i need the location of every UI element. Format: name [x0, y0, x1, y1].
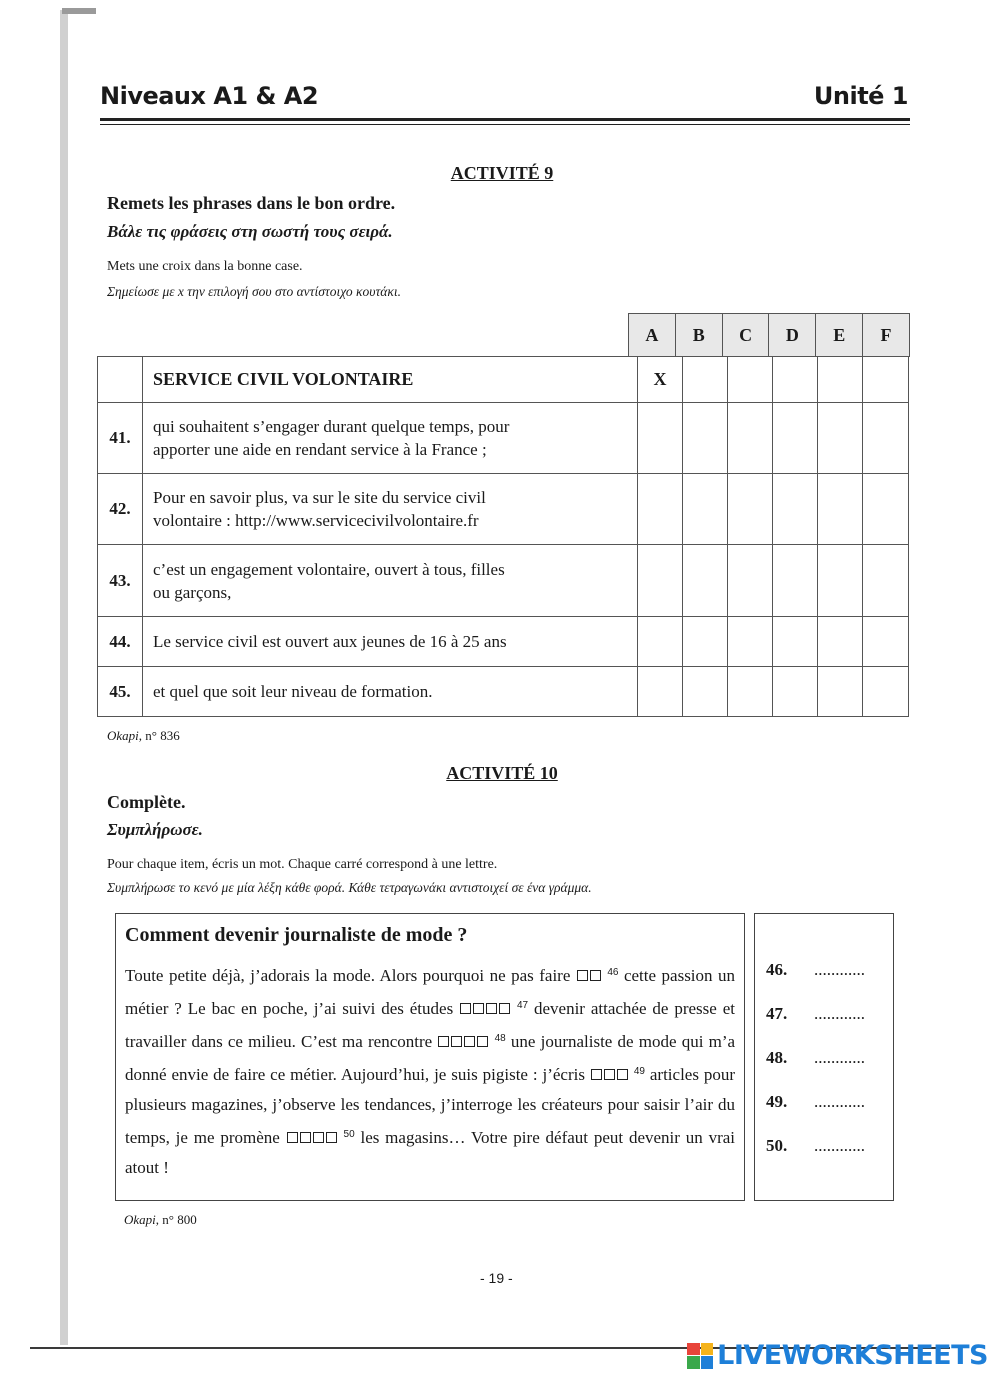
binding-edge	[60, 10, 68, 1345]
checkbox-cell-b[interactable]	[683, 667, 728, 717]
answer-box	[754, 913, 894, 1201]
checkbox-cell-f[interactable]	[863, 667, 909, 717]
column-label: C	[722, 314, 769, 356]
blank-number: 50	[343, 1129, 355, 1140]
activity-10-instruction-fr: Complète.	[107, 792, 186, 812]
checkbox-cell-e[interactable]	[818, 474, 863, 545]
blank-46[interactable]	[576, 966, 602, 985]
table-row	[98, 617, 909, 667]
checkbox-cell-a[interactable]	[638, 617, 683, 667]
row-number: 42.	[98, 474, 143, 545]
cloze-text: Toute petite déjà, j’adorais la mode. Alors pourquoi ne pas faire $^{46}$ cette passion un métier ? Le bac en poche, j’ai suivi des études $^{47}$ devenir attachée de presse et travailler dans ce milieu. C’est ma rencontre $^{48}$ une journaliste de mode qui m’a donné envie de faire ce métier. Aujourd’hui, je suis pigiste : j’écris $^{49}$ articles pour plusieurs magazines, j’observe les tendances, j’interroge les créateurs pour saisir l’air du temps, je me promène $^{50}$ les magasins… Votre pire défaut peut devenir un vrai atout !	[125, 966, 736, 1177]
answer-line-49[interactable]: 49. ............	[766, 1092, 865, 1111]
row-number: 41.	[98, 403, 143, 474]
checkbox-cell-f[interactable]	[863, 545, 909, 617]
empty-cell	[98, 357, 143, 403]
checkbox-cell-a[interactable]	[638, 545, 683, 617]
checkbox-cell-b[interactable]	[683, 403, 728, 474]
column-label: F	[862, 314, 909, 356]
header-rule-thin	[100, 124, 910, 125]
activity-10-source: Okapi, n° 800	[124, 1212, 197, 1227]
checkbox-cell-b[interactable]	[683, 357, 728, 403]
sentence: Le service civil est ouvert aux jeunes de 16 à 25 ans	[143, 617, 638, 667]
column-label: D	[768, 314, 815, 356]
liveworksheets-wordmark: LIVEWORKSHEETS	[717, 1340, 988, 1371]
blank-50[interactable]	[286, 1128, 338, 1147]
checkbox-cell-c[interactable]	[728, 357, 773, 403]
answer-line-47[interactable]: 47. ............	[766, 1004, 865, 1023]
column-label: B	[675, 314, 722, 356]
activity-10-note-fr: Pour chaque item, écris un mot. Chaque carré correspond à une lettre.	[107, 857, 498, 872]
blank-48[interactable]	[437, 1032, 489, 1051]
checkbox-cell-b[interactable]	[683, 545, 728, 617]
checkbox-cell-b[interactable]	[683, 617, 728, 667]
activity-9-instruction-gr: Βάλε τις φράσεις στη σωστή τους σειρά.	[107, 222, 393, 241]
checkbox-cell-c[interactable]	[728, 474, 773, 545]
row-number: 44.	[98, 617, 143, 667]
checkbox-cell-e[interactable]	[818, 617, 863, 667]
checkbox-cell-f[interactable]	[863, 617, 909, 667]
checkbox-cell-f[interactable]	[863, 474, 909, 545]
checkbox-cell-c[interactable]	[728, 617, 773, 667]
answer-line-48[interactable]: 48. ............	[766, 1048, 865, 1067]
checkbox-cell-d[interactable]	[773, 545, 818, 617]
row-number: 43.	[98, 545, 143, 617]
column-label: A	[645, 324, 659, 345]
activity-10-instruction-gr: Συμπλήρωσε.	[107, 820, 203, 839]
blank-number: 46	[607, 967, 619, 978]
sentence: Pour en savoir plus, va sur le site du service civil volontaire : http://www.servicecivilvolontaire.fr	[143, 474, 638, 545]
blank-49[interactable]	[590, 1065, 629, 1084]
blank-number: 47	[516, 1000, 529, 1011]
sentence: et quel que soit leur niveau de formation.	[143, 667, 638, 717]
checkbox-cell-e[interactable]	[818, 667, 863, 717]
answer-line-50[interactable]: 50. ............	[766, 1136, 865, 1155]
activity-10-title: ACTIVITÉ 10	[446, 763, 558, 783]
blank-number: 49	[633, 1066, 645, 1077]
liveworksheets-icon	[687, 1343, 713, 1369]
blank-number: 48	[494, 1033, 506, 1044]
activity-9-instruction-fr: Remets les phrases dans le bon ordre.	[107, 193, 396, 213]
table-row	[98, 545, 909, 617]
header-rule	[100, 118, 910, 121]
checkbox-cell-a[interactable]: X	[638, 357, 683, 403]
binding-top-mark	[62, 8, 96, 14]
checkbox-cell-e[interactable]	[818, 403, 863, 474]
checkbox-cell-c[interactable]	[728, 667, 773, 717]
cloze-text-title: Comment devenir journaliste de mode ?	[125, 924, 468, 946]
page-number: - 19 -	[480, 1270, 513, 1286]
activity-9-note-fr: Mets une croix dans la bonne case.	[107, 259, 303, 274]
checkbox-cell-d[interactable]	[773, 403, 818, 474]
checkbox-cell-a[interactable]	[638, 403, 683, 474]
unit-heading: Unité 1	[813, 82, 908, 110]
sentence: qui souhaitent s’engager durant quelque temps, pour apporter une aide en rendant service à la France ;	[143, 403, 638, 474]
table-title-row	[98, 357, 909, 403]
ordering-table	[97, 356, 909, 717]
table-row	[98, 667, 909, 717]
liveworksheets-logo[interactable]	[687, 1340, 988, 1371]
row-number: 45.	[98, 667, 143, 717]
sentence: c’est un engagement volontaire, ouvert à tous, filles ou garçons,	[143, 545, 638, 617]
checkbox-cell-c[interactable]	[728, 545, 773, 617]
activity-10-note-gr: Συμπλήρωσε το κενό με μία λέξη κάθε φορά. Κάθε τετραγωνάκι αντιστοιχεί σε ένα γράμμα.	[107, 880, 592, 895]
table-row	[98, 403, 909, 474]
level-heading: Niveaux A1 & A2	[100, 82, 319, 110]
checkbox-cell-b[interactable]	[683, 474, 728, 545]
choice-columns-header	[628, 313, 910, 357]
blank-47[interactable]	[459, 999, 511, 1018]
table-row	[98, 474, 909, 545]
activity-9-title: ACTIVITÉ 9	[450, 163, 554, 183]
activity-9-note-gr: Σημείωσε με x την επιλογή σου στο αντίστοιχο κουτάκι.	[107, 284, 401, 299]
column-label: E	[815, 314, 862, 356]
checkbox-cell-a[interactable]	[638, 474, 683, 545]
checkbox-cell-a[interactable]	[638, 667, 683, 717]
checkbox-cell-f[interactable]	[863, 403, 909, 474]
checkbox-cell-e[interactable]	[818, 545, 863, 617]
checkbox-cell-d[interactable]	[773, 357, 818, 403]
checkbox-cell-e[interactable]	[818, 357, 863, 403]
checkbox-cell-f[interactable]	[863, 357, 909, 403]
activity-9-source: Okapi, n° 836	[107, 728, 180, 743]
table-title: SERVICE CIVIL VOLONTAIRE	[143, 357, 638, 403]
cloze-text-box	[115, 913, 745, 1201]
checkbox-cell-c[interactable]	[728, 403, 773, 474]
checkbox-cell-d[interactable]	[773, 474, 818, 545]
answer-line-46[interactable]: 46. ............	[766, 960, 865, 979]
checkbox-cell-d[interactable]	[773, 617, 818, 667]
checkbox-cell-d[interactable]	[773, 667, 818, 717]
